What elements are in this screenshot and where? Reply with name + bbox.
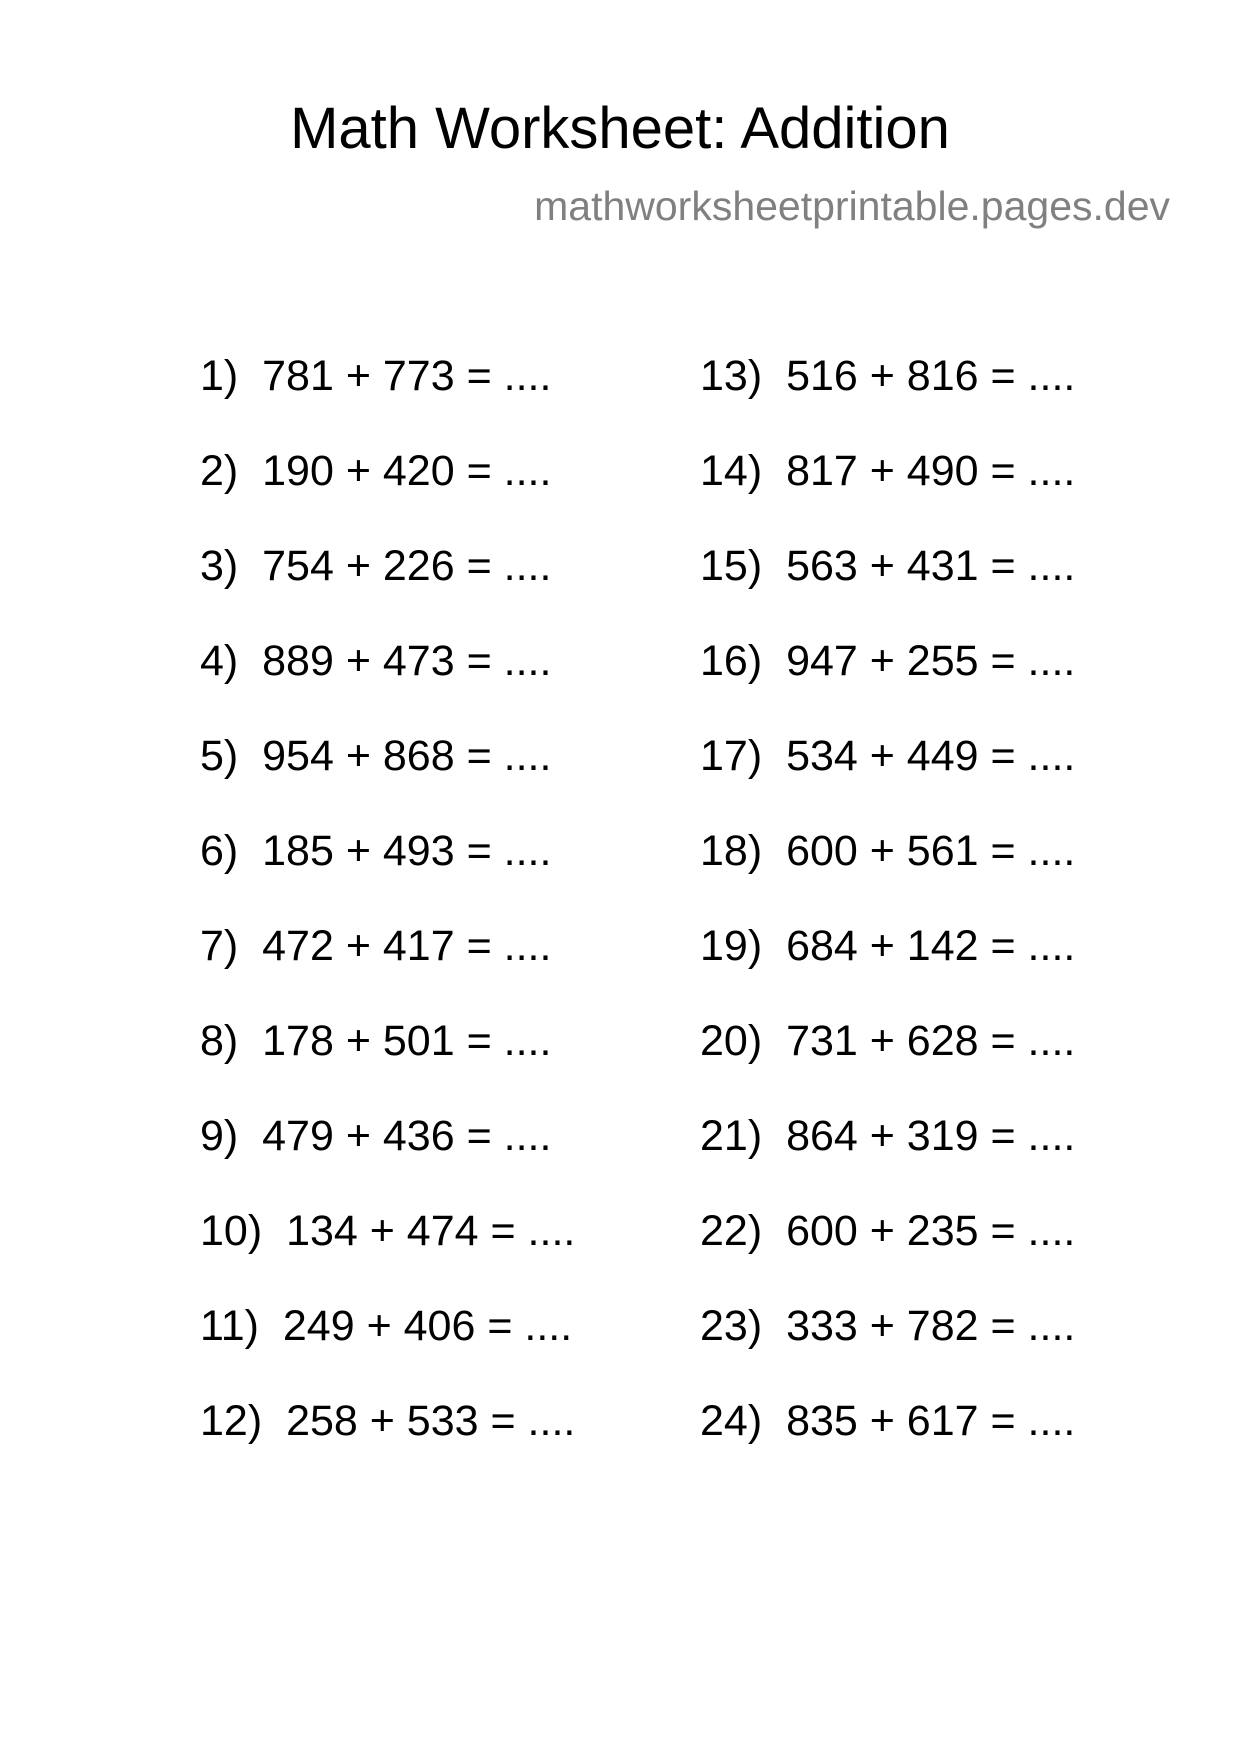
problem-item — [700, 542, 1076, 590]
problem-item — [700, 827, 1076, 875]
problem-number: 17) — [700, 732, 763, 780]
problem-number: 19) — [700, 922, 763, 970]
problem-number: 4) — [200, 637, 239, 685]
worksheet-title: Math Worksheet: Addition — [290, 96, 950, 161]
problem-expression: 249 + 406 = .... — [282, 1302, 573, 1350]
problem-number: 12) — [200, 1397, 263, 1445]
problem-item — [200, 1397, 576, 1445]
problem-item — [700, 1017, 1076, 1065]
problem-expression: 479 + 436 = .... — [262, 1112, 552, 1160]
problem-number: 23) — [700, 1302, 763, 1350]
problem-expression: 190 + 420 = .... — [262, 447, 552, 495]
problem-number: 18) — [700, 827, 763, 875]
problem-expression: 781 + 773 = .... — [262, 352, 552, 400]
problem-expression: 134 + 474 = .... — [286, 1207, 576, 1255]
problem-item — [700, 352, 1076, 400]
problem-number: 15) — [700, 542, 763, 590]
problem-number: 3) — [200, 542, 239, 590]
problem-expression: 600 + 235 = .... — [786, 1207, 1076, 1255]
problem-item — [200, 1302, 573, 1350]
problem-item — [200, 1017, 552, 1065]
problem-item — [700, 637, 1076, 685]
problem-item — [200, 447, 552, 495]
problem-item — [200, 1112, 552, 1160]
problem-expression: 534 + 449 = .... — [786, 732, 1076, 780]
problem-number: 9) — [200, 1112, 239, 1160]
problem-expression: 333 + 782 = .... — [786, 1302, 1076, 1350]
problem-number: 5) — [200, 732, 239, 780]
problem-item — [200, 542, 552, 590]
problem-expression: 684 + 142 = .... — [786, 922, 1076, 970]
problem-expression: 563 + 431 = .... — [786, 542, 1076, 590]
problem-item — [200, 352, 552, 400]
problem-item — [700, 1112, 1076, 1160]
problem-number: 22) — [700, 1207, 763, 1255]
problem-expression: 600 + 561 = .... — [786, 827, 1076, 875]
problem-expression: 731 + 628 = .... — [786, 1017, 1076, 1065]
problem-expression: 178 + 501 = .... — [262, 1017, 552, 1065]
problem-item — [200, 637, 552, 685]
website-url: mathworksheetprintable.pages.dev — [534, 183, 1170, 229]
problem-number: 8) — [200, 1017, 239, 1065]
problem-expression: 185 + 493 = .... — [262, 827, 552, 875]
problem-number: 2) — [200, 447, 239, 495]
problem-number: 20) — [700, 1017, 763, 1065]
problem-number: 16) — [700, 637, 763, 685]
problem-expression: 516 + 816 = .... — [786, 352, 1076, 400]
problem-item — [200, 1207, 576, 1255]
problem-expression: 817 + 490 = .... — [786, 447, 1076, 495]
problem-expression: 954 + 868 = .... — [262, 732, 552, 780]
problem-expression: 754 + 226 = .... — [262, 542, 552, 590]
problem-number: 24) — [700, 1397, 763, 1445]
problem-number: 11) — [200, 1302, 259, 1350]
problem-number: 21) — [700, 1112, 763, 1160]
problem-number: 1) — [200, 352, 239, 400]
problem-expression: 835 + 617 = .... — [786, 1397, 1076, 1445]
problem-number: 13) — [700, 352, 763, 400]
problem-expression: 864 + 319 = .... — [786, 1112, 1076, 1160]
problem-item — [700, 732, 1076, 780]
problem-number: 7) — [200, 922, 239, 970]
problem-item — [700, 1207, 1076, 1255]
problem-item — [700, 922, 1076, 970]
problem-item — [200, 922, 552, 970]
problem-expression: 258 + 533 = .... — [286, 1397, 576, 1445]
problem-item — [200, 732, 552, 780]
problem-item — [200, 827, 552, 875]
problem-number: 6) — [200, 827, 239, 875]
problem-number: 14) — [700, 447, 763, 495]
problem-expression: 889 + 473 = .... — [262, 637, 552, 685]
problem-item — [700, 447, 1076, 495]
problem-expression: 472 + 417 = .... — [262, 922, 552, 970]
problem-expression: 947 + 255 = .... — [786, 637, 1076, 685]
problem-item — [700, 1397, 1076, 1445]
problem-item — [700, 1302, 1076, 1350]
problem-number: 10) — [200, 1207, 263, 1255]
